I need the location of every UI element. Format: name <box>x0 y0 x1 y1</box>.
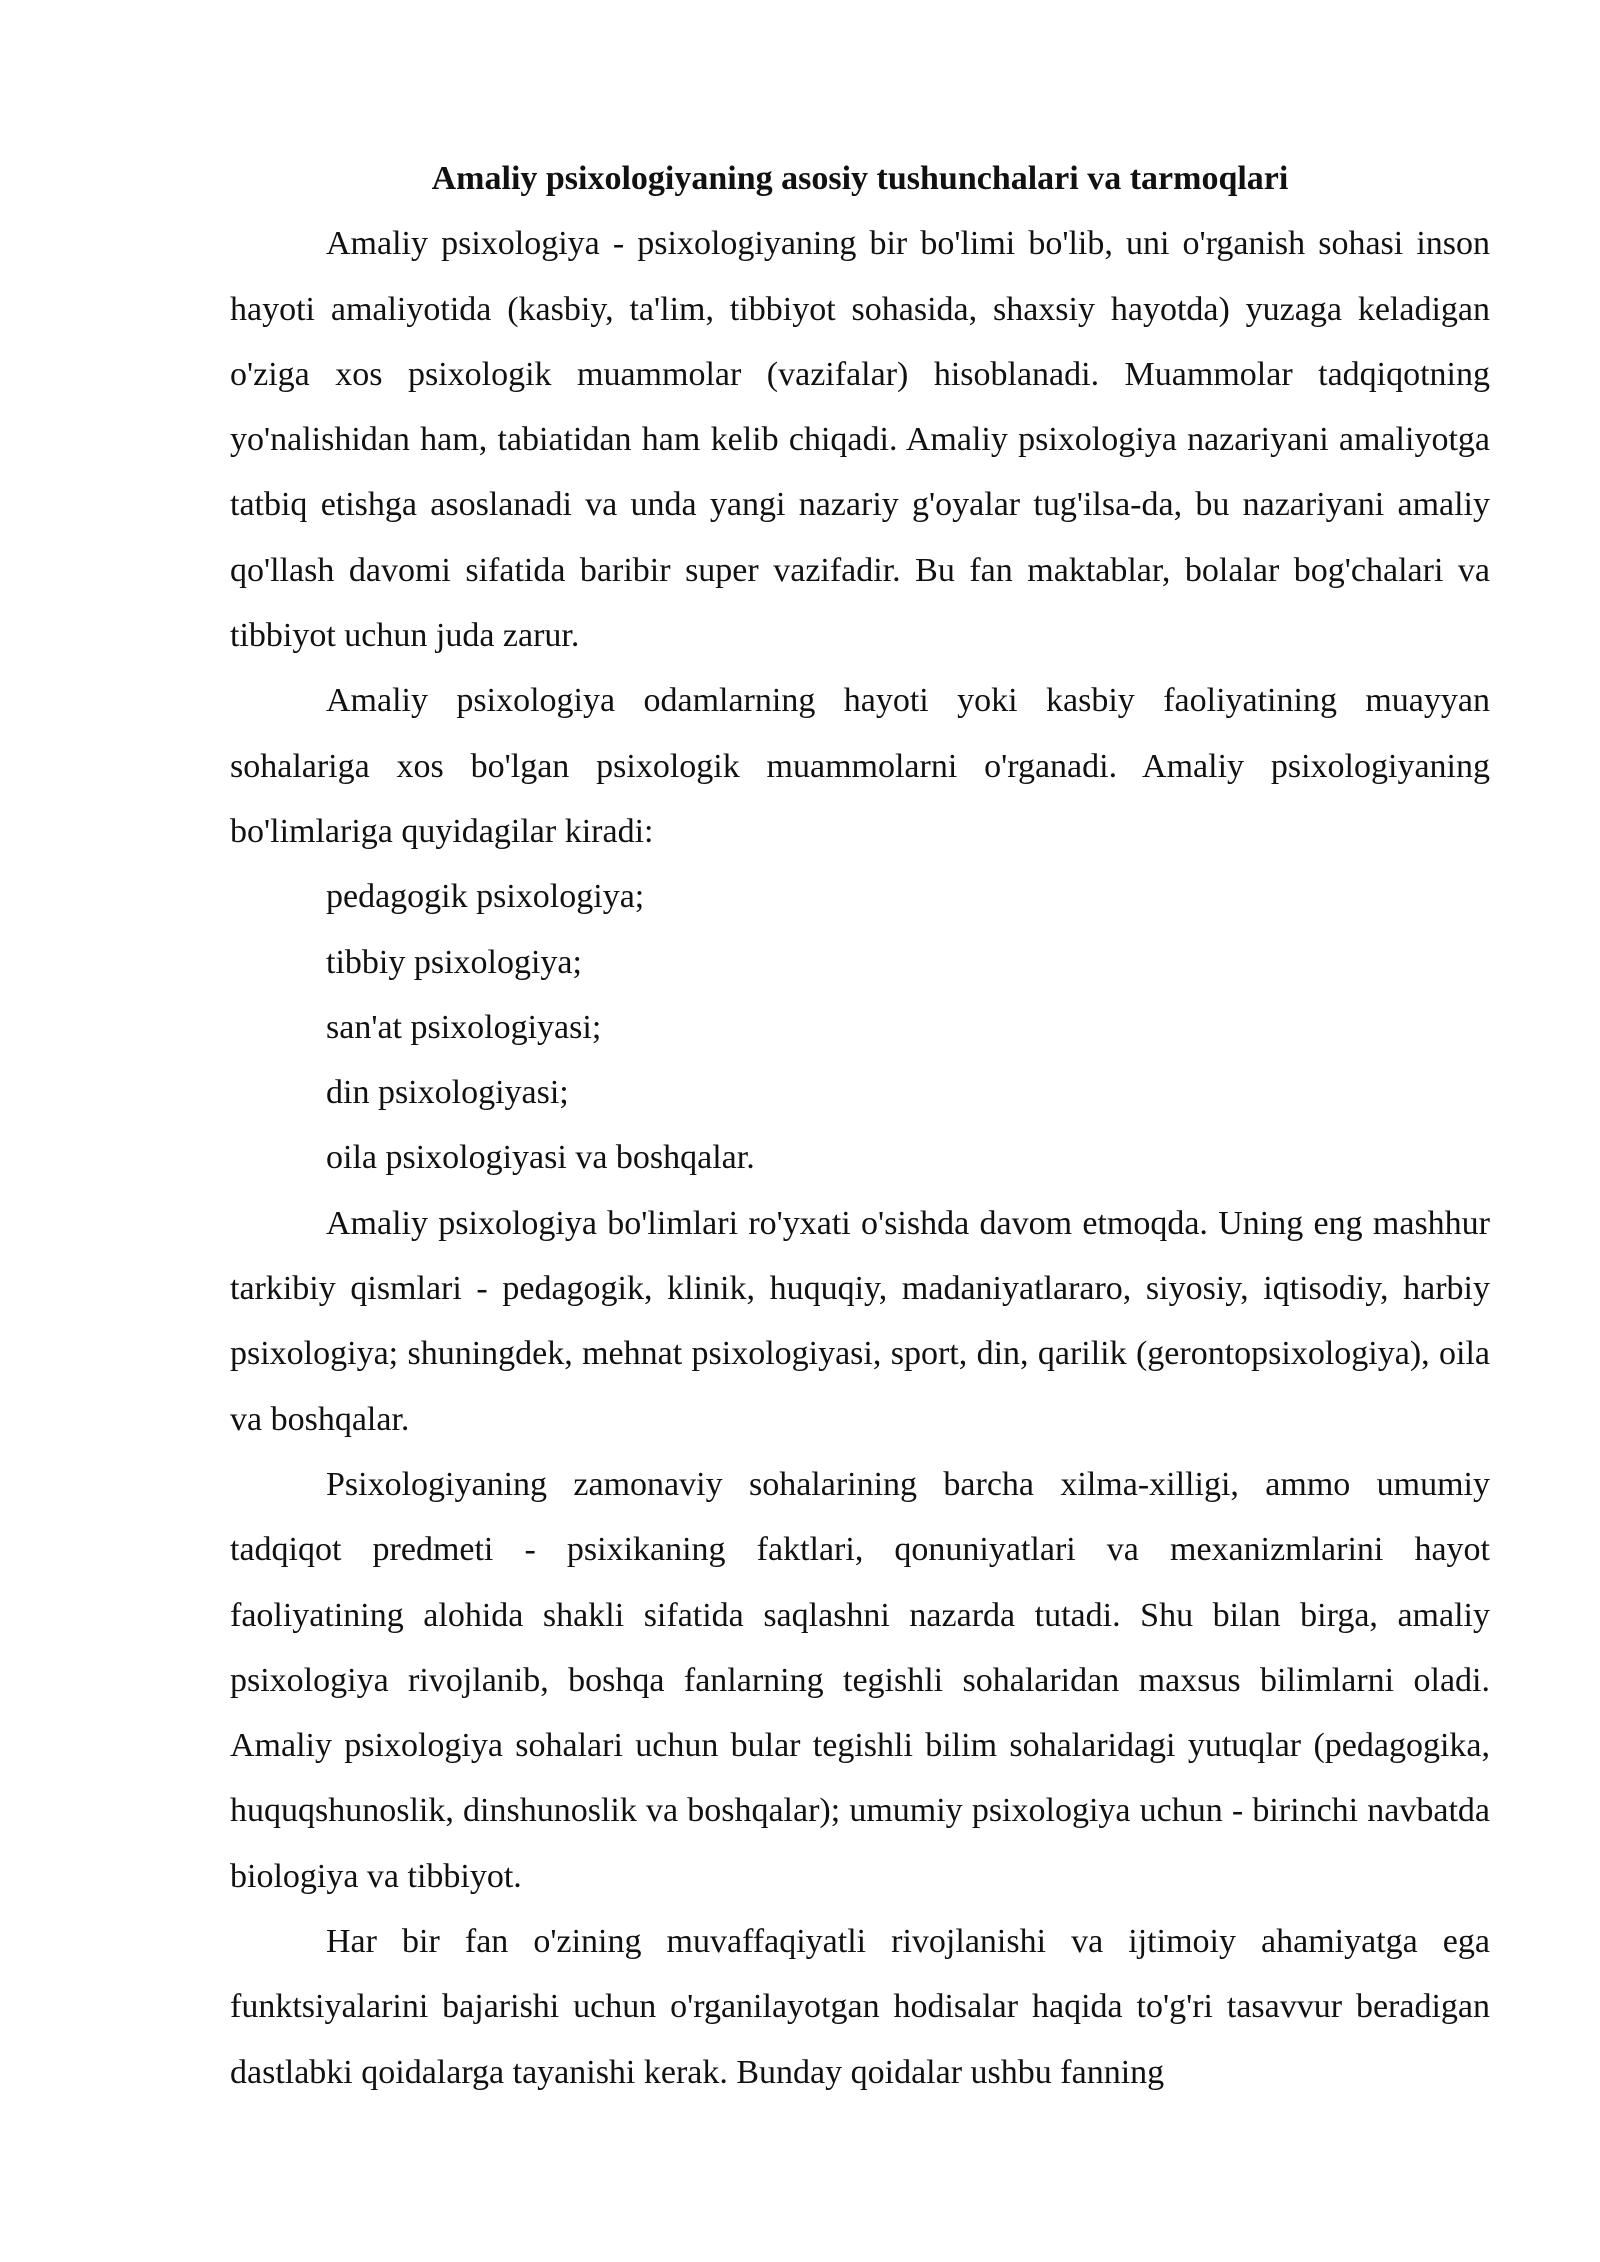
list-item: tibbiy psixologiya; <box>326 943 582 981</box>
document-title: Amaliy psixologiyaning asosiy tushunchalari va tarmoqlari <box>431 160 1289 197</box>
paragraph-5: Har bir fan o'zining muvaffaqiyatli rivojlanishi va ijtimoiy ahamiyatga ega funktsiyalarini bajarishi uchun o'rganilayotgan hodisalar haqida to'g'ri tasavvur beradigan dastlabki qoidalarga tayanishi kerak. Bunday qoidalar ushbu fanning <box>230 1923 1490 2091</box>
list-item: din psixologiyasi; <box>326 1074 569 1112</box>
paragraph-4: Psixologiyaning zamonaviy sohalarining barcha xilma-xilligi, ammo umumiy tadqiqot predmeti - psixikaning faktlari, qonuniyatlari va mexanizmlarini hayot faoliyatining alohida shakli sifatida saqlashni nazarda tutadi. Shu bilan birga, amaliy psixologiya rivojlanib, boshqa fanlarning tegishli sohalaridan maxsus bilimlarni oladi. Amaliy psixologiya sohalari uchun bular tegishli bilim sohalaridagi yutuqlar (pedagogika, huquqshunoslik, dinshunoslik va boshqalar); umumiy psixologiya uchun - birinchi navbatda biologiya va tibbiyot. <box>230 1465 1490 1895</box>
list-item: pedagogik psixologiya; <box>326 878 645 916</box>
paragraph-2: Amaliy psixologiya odamlarning hayoti yoki kasbiy faoliyatining muayyan sohalariga xos bo'lgan psixologik muammolarni o'rganadi. Amaliy psixologiyaning bo'limlariga quyidagilar kiradi: <box>230 682 1490 850</box>
paragraph-1: Amaliy psixologiya - psixologiyaning bir bo'limi bo'lib, uni o'rganish sohasi inson hayoti amaliyotida (kasbiy, ta'lim, tibbiyot sohasida, shaxsiy hayotda) yuzaga keladigan o'ziga xos psixologik muammolar (vazifalar) hisoblanadi. Muammolar tadqiqotning yo'nalishidan ham, tabiatidan ham kelib chiqadi. Amaliy psixologiya nazariyani amaliyotga tatbiq etishga asoslanadi va unda yangi nazariy g'oyalar tug'ilsa-da, bu nazariyani amaliy qo'llash davomi sifatida baribir super vazifadir. Bu fan maktablar, bolalar bog'chalari va tibbiyot uchun juda zarur. <box>230 225 1490 655</box>
document-page <box>230 146 1490 2105</box>
list-item: san'at psixologiyasi; <box>326 1008 602 1046</box>
list-item: oila psixologiyasi va boshqalar. <box>326 1139 755 1177</box>
branches-list <box>230 864 1490 1190</box>
paragraph-3: Amaliy psixologiya bo'limlari ro'yxati o'sishda davom etmoqda. Uning eng mashhur tarkibiy qismlari - pedagogik, klinik, huquqiy, madaniyatlararo, siyosiy, iqtisodiy, harbiy psixologiya; shuningdek, mehnat psixologiyasi, sport, din, qarilik (gerontopsixologiya), oila va boshqalar. <box>230 1204 1490 1438</box>
